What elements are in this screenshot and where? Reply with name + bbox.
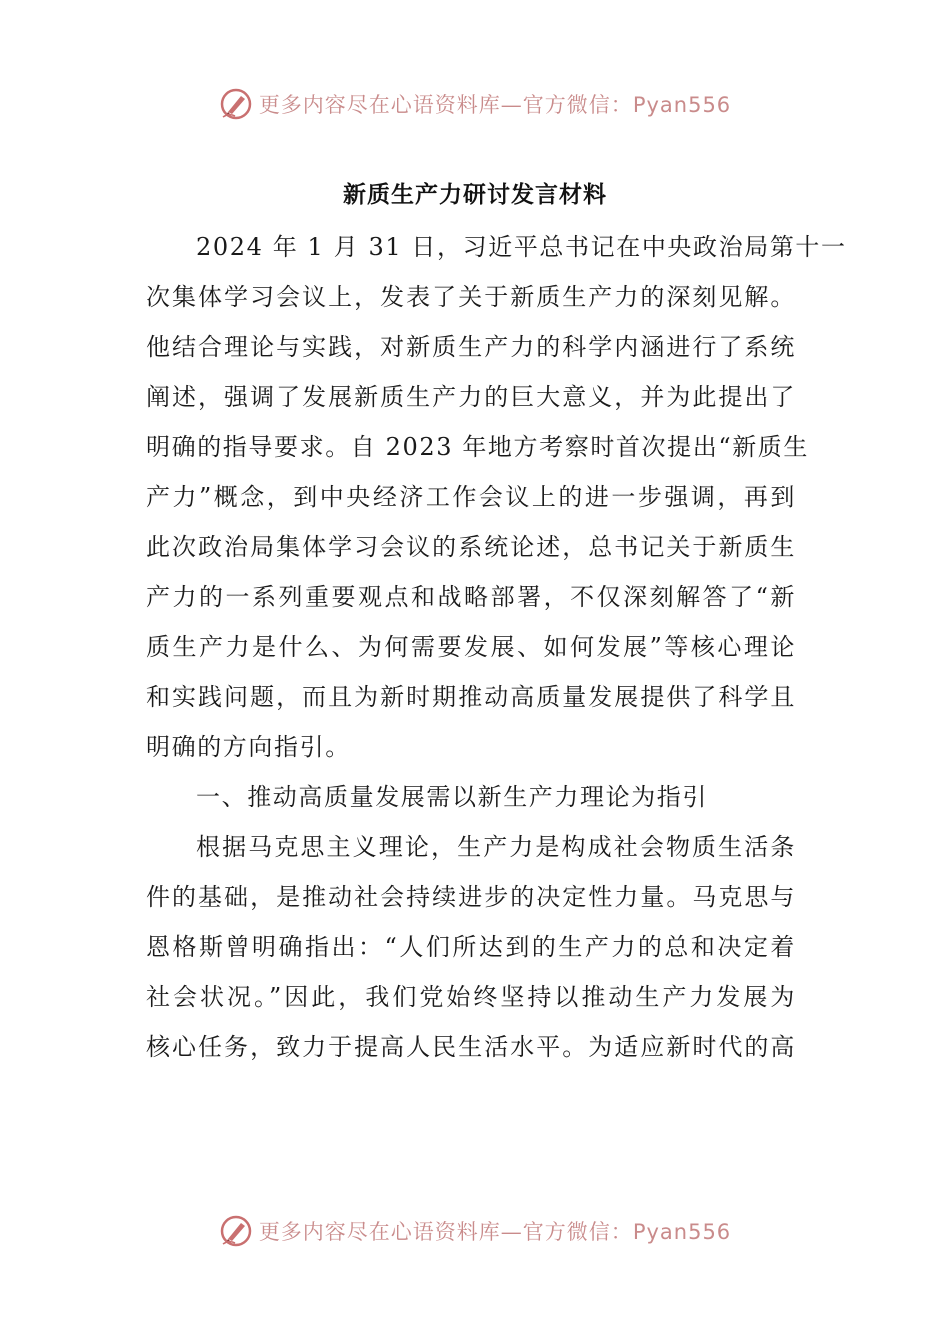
paragraph-line: 阐述，强调了发展新质生产力的巨大意义，并为此提出了 (146, 383, 796, 411)
paragraph-line: 次集体学习会议上，发表了关于新质生产力的深刻见解。 (146, 283, 796, 311)
paragraph-line: 2024 年 1 月 31 日，习近平总书记在中央政治局第十一 (196, 233, 847, 261)
header-watermark (0, 80, 950, 128)
document-title: 新质生产力研讨发言材料 (343, 181, 607, 208)
watermark-text: 更多内容尽在心语资料库—官方微信：Pyan556 (258, 93, 732, 117)
paragraph-line: 根据马克思主义理论，生产力是构成社会物质生活条 (196, 833, 796, 861)
paragraph-line: 明确的方向指引。 (146, 733, 351, 761)
paragraph-line: 他结合理论与实践，对新质生产力的科学内涵进行了系统 (146, 333, 796, 361)
section-heading: 一、推动高质量发展需以新生产力理论为指引 (196, 783, 708, 811)
paragraph-line: 产力”概念，到中央经济工作会议上的进一步强调，再到 (146, 483, 796, 511)
wechat-id: Pyan556 (632, 93, 732, 117)
document-body (146, 222, 847, 1072)
paragraph-line: 恩格斯曾明确指出：“人们所达到的生产力的总和决定着 (146, 933, 796, 961)
watermark-text: 更多内容尽在心语资料库—官方微信：Pyan556 (258, 1220, 732, 1244)
paragraph-line: 质生产力是什么、为何需要发展、如何发展”等核心理论 (146, 633, 796, 661)
paragraph-line: 件的基础，是推动社会持续进步的决定性力量。马克思与 (146, 883, 796, 911)
paragraph-line: 和实践问题，而且为新时期推动高质量发展提供了科学且 (146, 683, 796, 711)
footer-watermark (0, 1207, 950, 1255)
paragraph-line: 明确的指导要求。自 2023 年地方考察时首次提出“新质生 (146, 433, 810, 461)
pen-logo-icon (219, 87, 253, 121)
paragraph-line: 此次政治局集体学习会议的系统论述，总书记关于新质生 (146, 533, 796, 561)
pen-logo-icon (219, 1214, 253, 1248)
wechat-id: Pyan556 (632, 1220, 732, 1244)
paragraph-line: 核心任务，致力于提高人民生活水平。为适应新时代的高 (146, 1033, 796, 1061)
paragraph-line: 产力的一系列重要观点和战略部署，不仅深刻解答了“新 (146, 583, 796, 611)
paragraph-line: 社会状况。”因此，我们党始终坚持以推动生产力发展为 (146, 983, 796, 1011)
